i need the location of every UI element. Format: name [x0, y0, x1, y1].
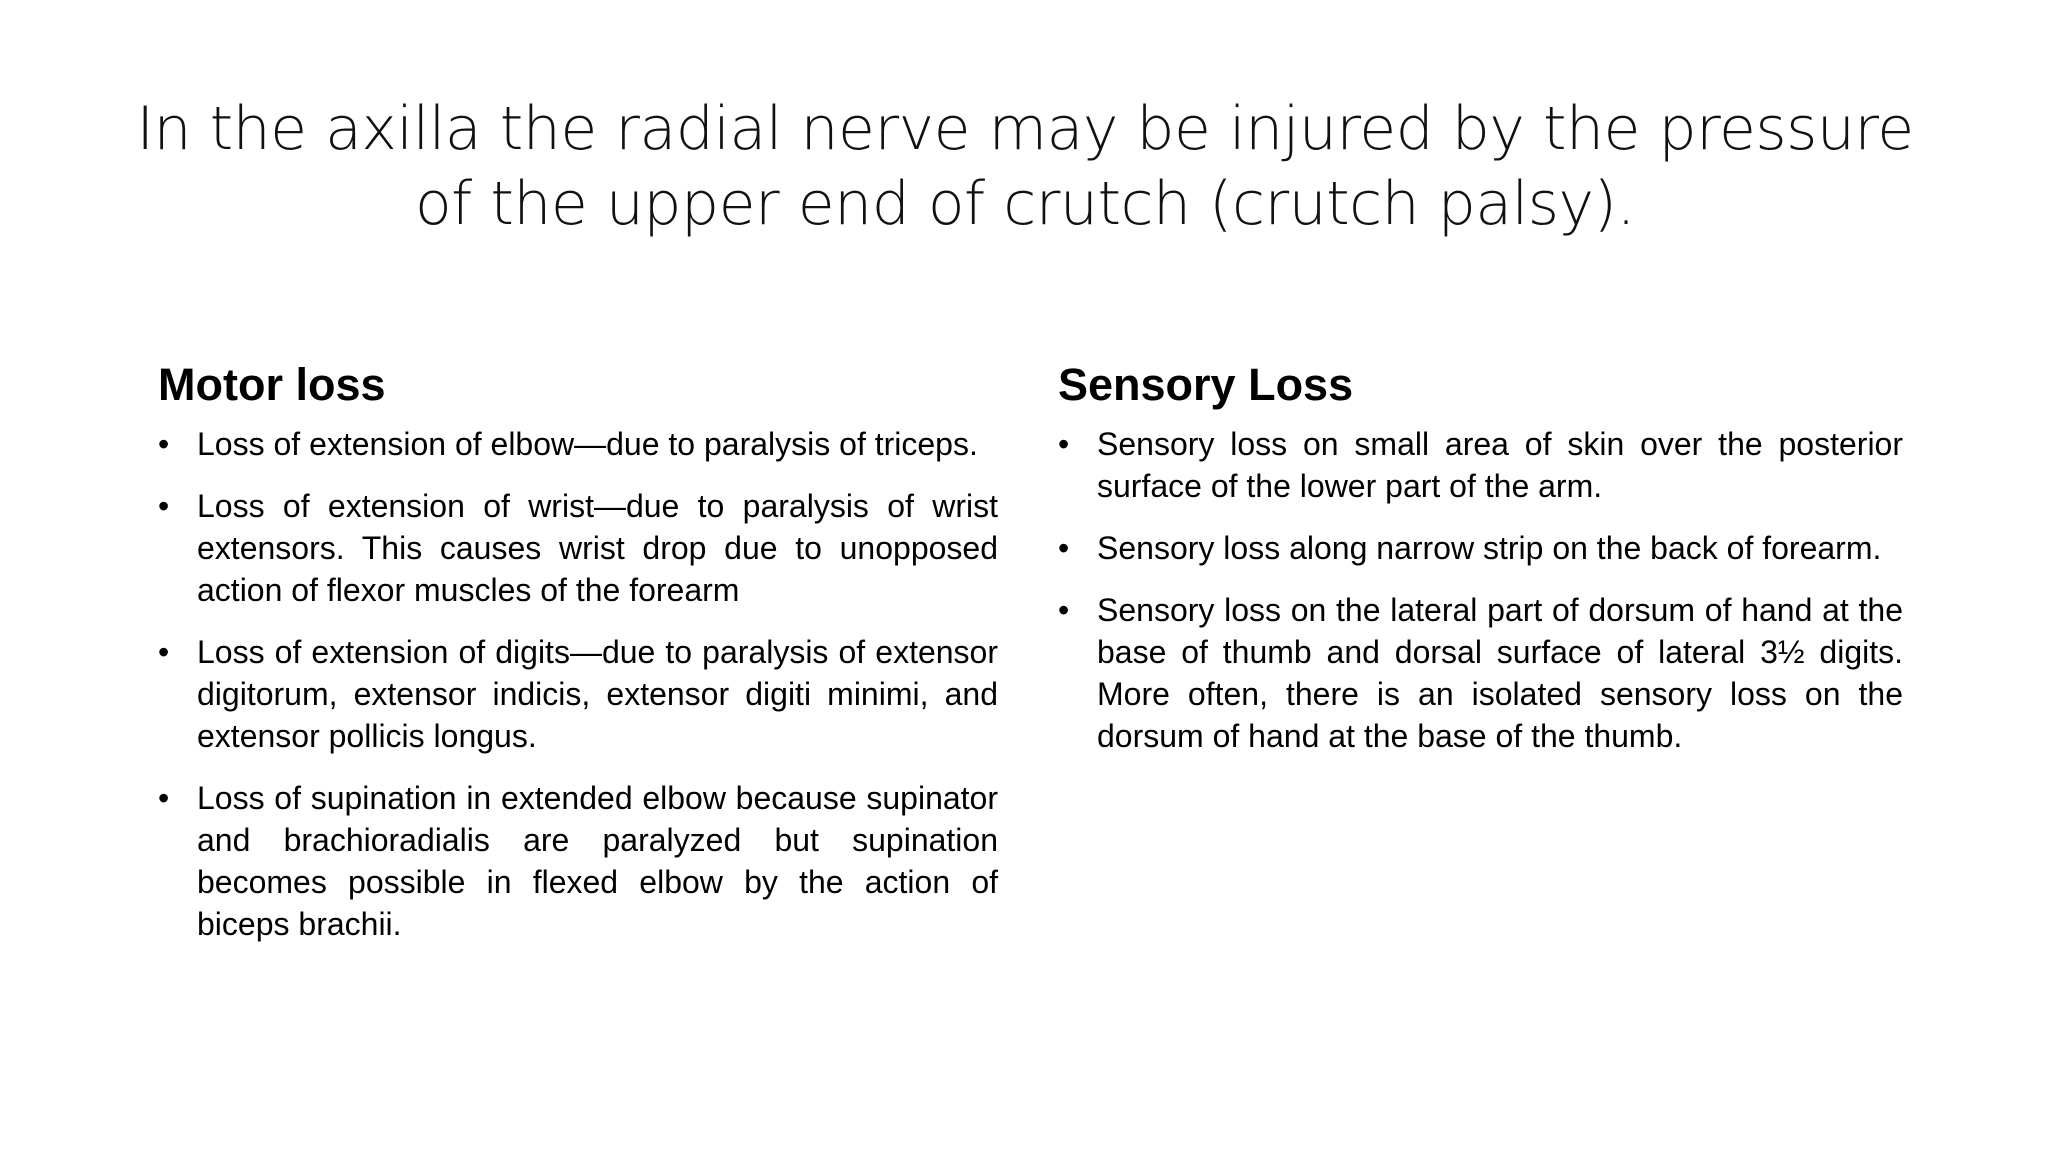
bullet-icon: •: [158, 488, 170, 524]
list-item-text: Loss of extension of digits—due to paralysis of extensor digitorum, extensor indicis, extensor digiti minimi, and extensor pollicis longus.: [197, 634, 998, 754]
list-item-text: Loss of supination in extended elbow because supinator and brachioradialis are paralyzed but supination becomes possible in flexed elbow by the action of biceps brachii.: [197, 780, 998, 942]
bullet-icon: •: [1058, 426, 1070, 462]
slide-title: In the axilla the radial nerve may be injured by the pressure of the upper end of crutch (crutch palsy).: [136, 94, 1914, 239]
list-item: [158, 631, 998, 757]
list-item-text: Sensory loss along narrow strip on the back of forearm.: [1097, 530, 1882, 566]
list-item: [1058, 423, 1903, 507]
motor-loss-column: [158, 355, 998, 965]
list-item: [158, 777, 998, 945]
motor-loss-heading: Motor loss: [158, 359, 386, 410]
list-item-text: Sensory loss on the lateral part of dorsum of hand at the base of thumb and dorsal surface of lateral 3½ digits. More often, there is an isolated sensory loss on the dorsum of hand at the base of the thumb.: [1097, 592, 1903, 754]
list-item-text: Loss of extension of wrist—due to paralysis of wrist extensors. This causes wrist drop due to unopposed action of flexor muscles of the forearm: [197, 488, 998, 608]
motor-loss-list: [158, 423, 998, 945]
sensory-loss-list: [1058, 423, 1903, 757]
list-item: [1058, 589, 1903, 757]
list-item: [158, 485, 998, 611]
bullet-icon: •: [158, 426, 170, 462]
list-item-text: Sensory loss on small area of skin over the posterior surface of the lower part of the arm.: [1097, 426, 1903, 504]
list-item-text: Loss of extension of elbow—due to paralysis of triceps.: [197, 426, 978, 462]
sensory-loss-column: [1058, 355, 1903, 777]
list-item: [158, 423, 998, 465]
bullet-icon: •: [1058, 530, 1070, 566]
bullet-icon: •: [1058, 592, 1070, 628]
bullet-icon: •: [158, 634, 170, 670]
sensory-loss-heading: Sensory Loss: [1058, 359, 1354, 410]
list-item: [1058, 527, 1903, 569]
bullet-icon: •: [158, 780, 170, 816]
